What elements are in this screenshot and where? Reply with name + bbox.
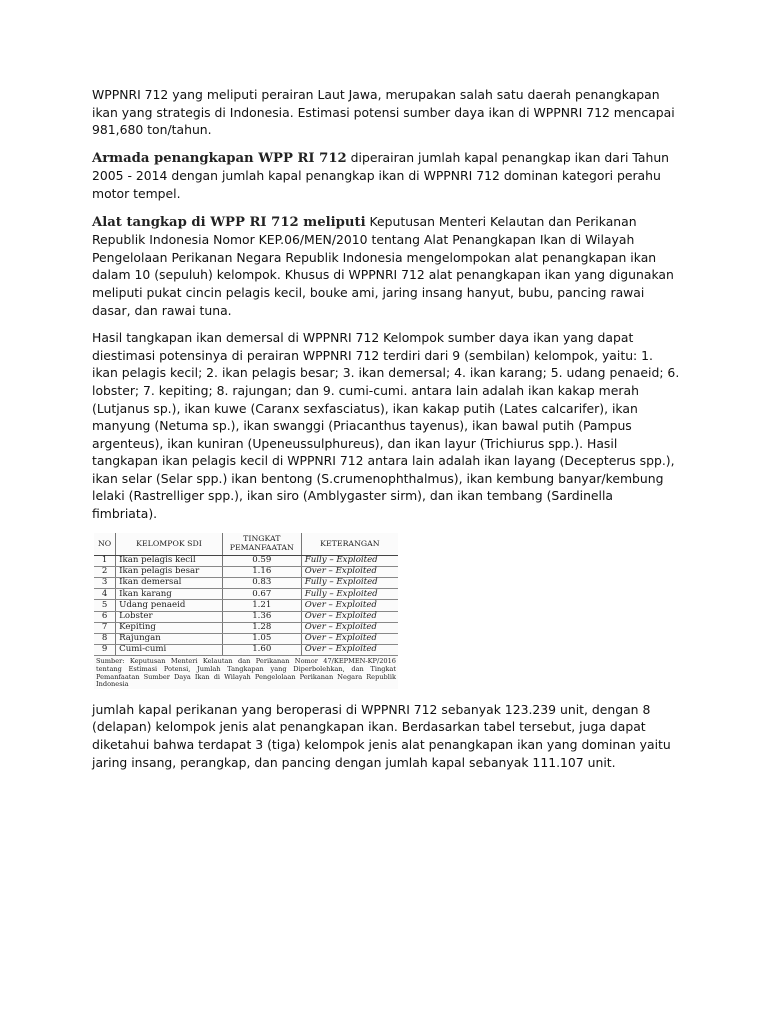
cell-kelompok: Ikan karang [116, 589, 223, 600]
cell-tingkat: 0.59 [222, 555, 301, 566]
cell-no: 4 [94, 589, 116, 600]
header-no: NO [94, 533, 116, 556]
cell-keterangan: Over – Exploited [301, 566, 398, 577]
header-kelompok: KELOMPOK SDI [116, 533, 223, 556]
table-row [94, 622, 398, 633]
header-keterangan: KETERANGAN [301, 533, 398, 556]
table-row [94, 600, 398, 611]
cell-keterangan: Fully – Exploited [301, 589, 398, 600]
cell-kelompok: Kepiting [116, 622, 223, 633]
table-row [94, 645, 398, 656]
cell-tingkat: 0.67 [222, 589, 301, 600]
cell-keterangan: Over – Exploited [301, 622, 398, 633]
cell-no: 5 [94, 600, 116, 611]
header-tingkat: TINGKAT PEMANFAATAN [222, 533, 301, 556]
cell-no: 1 [94, 555, 116, 566]
cell-tingkat: 1.05 [222, 633, 301, 644]
cell-kelompok: Cumi-cumi [116, 645, 223, 656]
table-row [94, 633, 398, 644]
cell-tingkat: 1.36 [222, 611, 301, 622]
table-row [94, 566, 398, 577]
cell-kelompok: Lobster [116, 611, 223, 622]
cell-no: 6 [94, 611, 116, 622]
alat-tangkap-heading: Alat tangkap di WPP RI 712 meliputi [92, 214, 366, 230]
cell-keterangan: Over – Exploited [301, 611, 398, 622]
cell-tingkat: 0.83 [222, 578, 301, 589]
cell-no: 8 [94, 633, 116, 644]
paragraph-jumlah-kapal: jumlah kapal perikanan yang beroperasi di WPPNRI 712 sebanyak 123.239 unit, dengan 8 (delapan) kelompok jenis alat penangkapan ikan. Berdasarkan tabel tersebut, juga dapat diketahui bahwa terdapat 3 (tiga) kelompok jenis alat penangkapan ikan yang dominan yaitu jaring insang, perangkap, dan pancing dengan jumlah kapal sebanyak 111.107 unit. [92, 701, 671, 770]
table-header-row [94, 533, 398, 556]
cell-tingkat: 1.28 [222, 622, 301, 633]
cell-tingkat: 1.16 [222, 566, 301, 577]
cell-keterangan: Over – Exploited [301, 600, 398, 611]
cell-kelompok: Ikan pelagis besar [116, 566, 223, 577]
table-source-note: Sumber: Keputusan Menteri Kelautan dan Perikanan Nomor 47/KEPMEN-KP/2016 tentang Estimasi Potensi, Jumlah Tangkapan yang Diperbolehkan, dan Tingkat Pemanfaatan Sumber Daya Ikan di Wilayah Pengelolaan Perikanan Negara Republik Indonesia [96, 657, 396, 689]
document-body [92, 86, 682, 781]
cell-no: 3 [94, 578, 116, 589]
cell-kelompok: Rajungan [116, 633, 223, 644]
cell-tingkat: 1.60 [222, 645, 301, 656]
cell-no: 7 [94, 622, 116, 633]
cell-kelompok: Ikan demersal [116, 578, 223, 589]
paragraph-hasil-tangkapan: Hasil tangkapan ikan demersal di WPPNRI 712 Kelompok sumber daya ikan yang dapat diestimasi potensinya di perairan WPPNRI 712 terdiri dari 9 (sembilan) kelompok, yaitu: 1. ikan pelagis kecil; 2. ikan pelagis besar; 3. ikan demersal; 4. ikan karang; 5. udang penaeid; 6. lobster; 7. kepiting; 8. rajungan; dan 9. cumi-cumi. antara lain adalah ikan kakap merah (Lutjanus sp.), ikan kuwe (Caranx sexfasciatus), ikan kakap putih (Lates calcarifer), ikan manyung (Netuma sp.), ikan swanggi (Priacanthus tayenus), ikan bawal putih (Pampus argenteus), ikan kuniran (Upeneussulphureus), dan ikan layur (Trichiurus spp.). Hasil tangkapan ikan pelagis kecil di WPPNRI 712 antara lain adalah ikan layang (Decepterus spp.), ikan selar (Selar spp.) ikan bentong (S.crumenophthalmus), ikan kembung banyar/kembung lelaki (Rastrelliger spp.), ikan siro (Amblygaster sirm), dan ikan tembang (Sardinella fimbriata). [92, 330, 680, 522]
cell-tingkat: 1.21 [222, 600, 301, 611]
table-row [94, 589, 398, 600]
alat-tangkap-text: Keputusan Menteri Kelautan dan Perikanan Republik Indonesia Nomor KEP.06/MEN/2010 tentang Alat Penangkapan Ikan di Wilayah Pengelolaan Perikanan Negara Republik Indonesia mengelompokan alat penangkapan ikan dalam 10 (sepuluh) kelompok. Khusus di WPPNRI 712 alat penangkapan ikan yang digunakan meliputi pukat cincin pelagis kecil, bouke ami, jaring insang hanyut, bubu, pancing rawai dasar, dan rawai tuna. [92, 213, 674, 318]
table-body [94, 555, 398, 656]
cell-keterangan: Fully – Exploited [301, 555, 398, 566]
cell-keterangan: Fully – Exploited [301, 578, 398, 589]
table-row [94, 578, 398, 589]
table-row [94, 611, 398, 622]
paragraph-armada [92, 149, 682, 203]
cell-no: 9 [94, 645, 116, 656]
cell-no: 2 [94, 566, 116, 577]
cell-kelompok: Ikan pelagis kecil [116, 555, 223, 566]
armada-text: diperairan jumlah kapal penangkap ikan dari Tahun 2005 - 2014 dengan jumlah kapal penangkap ikan di WPPNRI 712 dominan kategori perahu motor tempel. [92, 149, 670, 201]
table-row [94, 555, 398, 566]
paragraph-alat-tangkap [92, 213, 682, 320]
cell-kelompok: Udang penaeid [116, 600, 223, 611]
paragraph-intro: WPPNRI 712 yang meliputi perairan Laut Jawa, merupakan salah satu daerah penangkapan ikan yang strategis di Indonesia. Estimasi potensi sumber daya ikan di WPPNRI 712 mencapai 981,680 ton/tahun. [92, 87, 675, 138]
cell-keterangan: Over – Exploited [301, 633, 398, 644]
sdi-table-figure [94, 533, 398, 689]
sdi-table [94, 533, 398, 657]
cell-keterangan: Over – Exploited [301, 645, 398, 656]
armada-heading: Armada penangkapan WPP RI 712 [92, 150, 347, 166]
